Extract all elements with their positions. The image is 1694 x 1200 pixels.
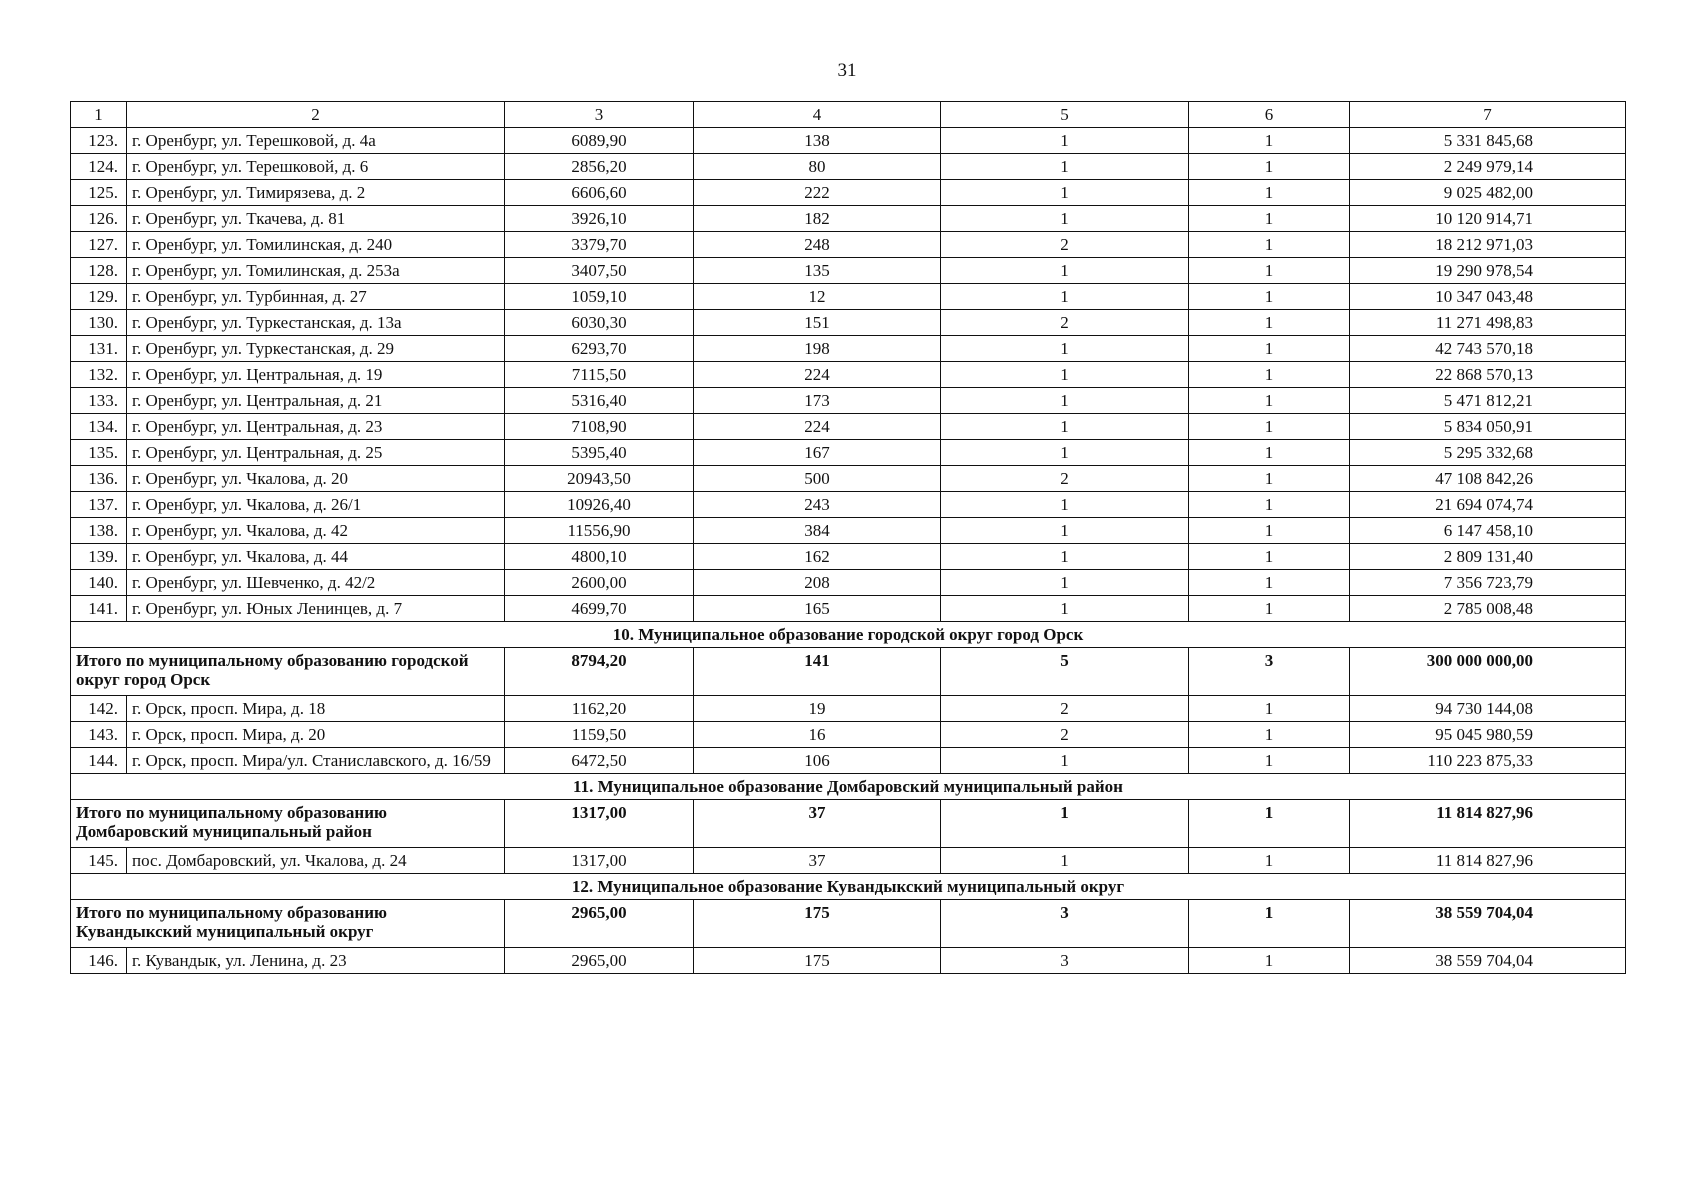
address-cell: г. Оренбург, ул. Чкалова, д. 26/1 <box>127 492 505 518</box>
table-row <box>71 440 1626 466</box>
row-number: 139. <box>71 544 127 570</box>
value-cell: 1 <box>1189 748 1350 774</box>
value-cell: 1317,00 <box>505 848 694 874</box>
value-cell: 224 <box>694 414 941 440</box>
amount-cell: 22 868 570,13 <box>1350 362 1626 388</box>
table-row <box>71 596 1626 622</box>
value-cell: 1162,20 <box>505 696 694 722</box>
table-row <box>71 748 1626 774</box>
value-cell: 11556,90 <box>505 518 694 544</box>
row-number: 130. <box>71 310 127 336</box>
address-cell: пос. Домбаровский, ул. Чкалова, д. 24 <box>127 848 505 874</box>
value-cell: 6089,90 <box>505 128 694 154</box>
row-number: 132. <box>71 362 127 388</box>
value-cell: 1 <box>1189 284 1350 310</box>
address-cell: г. Оренбург, ул. Томилинская, д. 240 <box>127 232 505 258</box>
value-cell: 138 <box>694 128 941 154</box>
value-cell: 1 <box>1189 388 1350 414</box>
value-cell: 4800,10 <box>505 544 694 570</box>
value-cell: 1 <box>1189 570 1350 596</box>
value-cell: 37 <box>694 848 941 874</box>
value-cell: 1 <box>1189 180 1350 206</box>
row-number: 142. <box>71 696 127 722</box>
address-cell: г. Оренбург, ул. Ткачева, д. 81 <box>127 206 505 232</box>
value-cell: 1 <box>941 206 1189 232</box>
value-cell: 2965,00 <box>505 948 694 974</box>
address-cell: г. Оренбург, ул. Тимирязева, д. 2 <box>127 180 505 206</box>
value-cell: 2600,00 <box>505 570 694 596</box>
row-number: 128. <box>71 258 127 284</box>
address-cell: г. Оренбург, ул. Чкалова, д. 20 <box>127 466 505 492</box>
value-cell: 1 <box>941 570 1189 596</box>
value-cell: 3926,10 <box>505 206 694 232</box>
value-cell: 1 <box>941 848 1189 874</box>
value-cell: 20943,50 <box>505 466 694 492</box>
value-cell: 182 <box>694 206 941 232</box>
total-value: 175 <box>694 900 941 948</box>
table-row <box>71 722 1626 748</box>
value-cell: 151 <box>694 310 941 336</box>
total-value: 3 <box>941 900 1189 948</box>
section-heading-row <box>71 874 1626 900</box>
value-cell: 224 <box>694 362 941 388</box>
value-cell: 19 <box>694 696 941 722</box>
value-cell: 222 <box>694 180 941 206</box>
table-row <box>71 544 1626 570</box>
value-cell: 5395,40 <box>505 440 694 466</box>
row-number: 141. <box>71 596 127 622</box>
row-number: 146. <box>71 948 127 974</box>
section-heading: 10. Муниципальное образование городской округ город Орск <box>71 622 1626 648</box>
total-value: 1 <box>941 800 1189 848</box>
value-cell: 1 <box>941 258 1189 284</box>
amount-cell: 5 295 332,68 <box>1350 440 1626 466</box>
table-row <box>71 232 1626 258</box>
row-number: 129. <box>71 284 127 310</box>
value-cell: 248 <box>694 232 941 258</box>
table-row <box>71 492 1626 518</box>
address-cell: г. Оренбург, ул. Туркестанская, д. 13а <box>127 310 505 336</box>
total-value: 1317,00 <box>505 800 694 848</box>
address-cell: г. Оренбург, ул. Центральная, д. 23 <box>127 414 505 440</box>
row-number: 123. <box>71 128 127 154</box>
amount-cell: 110 223 875,33 <box>1350 748 1626 774</box>
value-cell: 1 <box>1189 154 1350 180</box>
value-cell: 1 <box>1189 492 1350 518</box>
value-cell: 1 <box>941 154 1189 180</box>
address-cell: г. Оренбург, ул. Томилинская, д. 253а <box>127 258 505 284</box>
housing-register-table <box>70 101 1626 974</box>
total-label: Итого по муниципальному образованию городской округ город Орск <box>71 648 505 696</box>
amount-cell: 19 290 978,54 <box>1350 258 1626 284</box>
row-number: 124. <box>71 154 127 180</box>
table-row <box>71 336 1626 362</box>
value-cell: 2 <box>941 722 1189 748</box>
row-number: 126. <box>71 206 127 232</box>
amount-cell: 38 559 704,04 <box>1350 948 1626 974</box>
value-cell: 2856,20 <box>505 154 694 180</box>
value-cell: 6606,60 <box>505 180 694 206</box>
table-row <box>71 362 1626 388</box>
value-cell: 384 <box>694 518 941 544</box>
row-number: 138. <box>71 518 127 544</box>
row-number: 145. <box>71 848 127 874</box>
value-cell: 1 <box>941 180 1189 206</box>
section-total-row <box>71 800 1626 848</box>
value-cell: 1 <box>1189 518 1350 544</box>
total-label: Итого по муниципальному образованию Домбаровский муниципальный район <box>71 800 505 848</box>
column-header: 6 <box>1189 102 1350 128</box>
section-heading: 11. Муниципальное образование Домбаровский муниципальный район <box>71 774 1626 800</box>
value-cell: 1 <box>941 362 1189 388</box>
value-cell: 3 <box>941 948 1189 974</box>
value-cell: 1 <box>1189 362 1350 388</box>
amount-cell: 47 108 842,26 <box>1350 466 1626 492</box>
amount-cell: 11 814 827,96 <box>1350 848 1626 874</box>
table-row <box>71 180 1626 206</box>
value-cell: 1059,10 <box>505 284 694 310</box>
value-cell: 1 <box>1189 440 1350 466</box>
table-row <box>71 848 1626 874</box>
section-heading-row <box>71 622 1626 648</box>
table-row <box>71 258 1626 284</box>
table-row <box>71 206 1626 232</box>
address-cell: г. Оренбург, ул. Центральная, д. 21 <box>127 388 505 414</box>
amount-cell: 2 249 979,14 <box>1350 154 1626 180</box>
row-number: 135. <box>71 440 127 466</box>
address-cell: г. Оренбург, ул. Терешковой, д. 4а <box>127 128 505 154</box>
value-cell: 1 <box>1189 848 1350 874</box>
value-cell: 208 <box>694 570 941 596</box>
value-cell: 165 <box>694 596 941 622</box>
amount-cell: 42 743 570,18 <box>1350 336 1626 362</box>
value-cell: 173 <box>694 388 941 414</box>
total-amount: 11 814 827,96 <box>1350 800 1626 848</box>
value-cell: 7108,90 <box>505 414 694 440</box>
table-row <box>71 414 1626 440</box>
row-number: 131. <box>71 336 127 362</box>
total-value: 37 <box>694 800 941 848</box>
table-row <box>71 284 1626 310</box>
table-row <box>71 948 1626 974</box>
table-row <box>71 570 1626 596</box>
amount-cell: 10 120 914,71 <box>1350 206 1626 232</box>
total-value: 8794,20 <box>505 648 694 696</box>
amount-cell: 5 834 050,91 <box>1350 414 1626 440</box>
section-total-row <box>71 648 1626 696</box>
address-cell: г. Оренбург, ул. Шевченко, д. 42/2 <box>127 570 505 596</box>
value-cell: 1 <box>941 544 1189 570</box>
value-cell: 1 <box>1189 128 1350 154</box>
address-cell: г. Орск, просп. Мира, д. 18 <box>127 696 505 722</box>
value-cell: 6030,30 <box>505 310 694 336</box>
value-cell: 7115,50 <box>505 362 694 388</box>
section-heading: 12. Муниципальное образование Кувандыкский муниципальный округ <box>71 874 1626 900</box>
table-row <box>71 466 1626 492</box>
value-cell: 106 <box>694 748 941 774</box>
column-header: 1 <box>71 102 127 128</box>
row-number: 144. <box>71 748 127 774</box>
value-cell: 1 <box>941 284 1189 310</box>
value-cell: 1 <box>941 414 1189 440</box>
amount-cell: 9 025 482,00 <box>1350 180 1626 206</box>
value-cell: 12 <box>694 284 941 310</box>
value-cell: 1 <box>941 748 1189 774</box>
address-cell: г. Оренбург, ул. Чкалова, д. 44 <box>127 544 505 570</box>
amount-cell: 94 730 144,08 <box>1350 696 1626 722</box>
value-cell: 1 <box>1189 232 1350 258</box>
amount-cell: 7 356 723,79 <box>1350 570 1626 596</box>
address-cell: г. Оренбург, ул. Терешковой, д. 6 <box>127 154 505 180</box>
address-cell: г. Орск, просп. Мира, д. 20 <box>127 722 505 748</box>
value-cell: 1 <box>1189 596 1350 622</box>
value-cell: 1 <box>1189 258 1350 284</box>
amount-cell: 21 694 074,74 <box>1350 492 1626 518</box>
value-cell: 2 <box>941 466 1189 492</box>
row-number: 136. <box>71 466 127 492</box>
amount-cell: 18 212 971,03 <box>1350 232 1626 258</box>
table-body <box>71 102 1626 974</box>
total-value: 3 <box>1189 648 1350 696</box>
address-cell: г. Оренбург, ул. Центральная, д. 19 <box>127 362 505 388</box>
value-cell: 1 <box>1189 414 1350 440</box>
row-number: 143. <box>71 722 127 748</box>
address-cell: г. Кувандык, ул. Ленина, д. 23 <box>127 948 505 974</box>
value-cell: 1 <box>1189 466 1350 492</box>
value-cell: 2 <box>941 232 1189 258</box>
total-value: 1 <box>1189 900 1350 948</box>
value-cell: 3407,50 <box>505 258 694 284</box>
table-row <box>71 388 1626 414</box>
table-row <box>71 518 1626 544</box>
value-cell: 16 <box>694 722 941 748</box>
address-cell: г. Оренбург, ул. Турбинная, д. 27 <box>127 284 505 310</box>
value-cell: 1 <box>1189 206 1350 232</box>
table-row <box>71 696 1626 722</box>
address-cell: г. Орск, просп. Мира/ул. Станиславского, д. 16/59 <box>127 748 505 774</box>
value-cell: 167 <box>694 440 941 466</box>
address-cell: г. Оренбург, ул. Центральная, д. 25 <box>127 440 505 466</box>
value-cell: 6293,70 <box>505 336 694 362</box>
total-value: 2965,00 <box>505 900 694 948</box>
value-cell: 1 <box>1189 544 1350 570</box>
amount-cell: 2 785 008,48 <box>1350 596 1626 622</box>
total-value: 5 <box>941 648 1189 696</box>
table-row <box>71 154 1626 180</box>
address-cell: г. Оренбург, ул. Туркестанская, д. 29 <box>127 336 505 362</box>
value-cell: 10926,40 <box>505 492 694 518</box>
column-header: 7 <box>1350 102 1626 128</box>
total-amount: 38 559 704,04 <box>1350 900 1626 948</box>
row-number: 127. <box>71 232 127 258</box>
value-cell: 1159,50 <box>505 722 694 748</box>
column-header: 3 <box>505 102 694 128</box>
page-number: 31 <box>837 60 857 81</box>
value-cell: 135 <box>694 258 941 284</box>
value-cell: 1 <box>941 128 1189 154</box>
table-row <box>71 310 1626 336</box>
value-cell: 1 <box>941 492 1189 518</box>
section-heading-row <box>71 774 1626 800</box>
value-cell: 175 <box>694 948 941 974</box>
value-cell: 1 <box>941 440 1189 466</box>
total-value: 141 <box>694 648 941 696</box>
amount-cell: 10 347 043,48 <box>1350 284 1626 310</box>
total-value: 1 <box>1189 800 1350 848</box>
row-number: 134. <box>71 414 127 440</box>
column-header: 4 <box>694 102 941 128</box>
address-cell: г. Оренбург, ул. Юных Ленинцев, д. 7 <box>127 596 505 622</box>
value-cell: 500 <box>694 466 941 492</box>
amount-cell: 2 809 131,40 <box>1350 544 1626 570</box>
row-number: 140. <box>71 570 127 596</box>
value-cell: 5316,40 <box>505 388 694 414</box>
value-cell: 1 <box>941 596 1189 622</box>
row-number: 133. <box>71 388 127 414</box>
row-number: 137. <box>71 492 127 518</box>
value-cell: 243 <box>694 492 941 518</box>
total-label: Итого по муниципальному образованию Кувандыкский муниципальный округ <box>71 900 505 948</box>
column-header: 5 <box>941 102 1189 128</box>
amount-cell: 5 471 812,21 <box>1350 388 1626 414</box>
column-number-header-row <box>71 102 1626 128</box>
value-cell: 80 <box>694 154 941 180</box>
table-row <box>71 128 1626 154</box>
value-cell: 1 <box>941 336 1189 362</box>
value-cell: 4699,70 <box>505 596 694 622</box>
value-cell: 1 <box>941 518 1189 544</box>
value-cell: 2 <box>941 696 1189 722</box>
amount-cell: 5 331 845,68 <box>1350 128 1626 154</box>
section-total-row <box>71 900 1626 948</box>
value-cell: 2 <box>941 310 1189 336</box>
total-amount: 300 000 000,00 <box>1350 648 1626 696</box>
value-cell: 3379,70 <box>505 232 694 258</box>
value-cell: 1 <box>1189 696 1350 722</box>
address-cell: г. Оренбург, ул. Чкалова, д. 42 <box>127 518 505 544</box>
column-header: 2 <box>127 102 505 128</box>
value-cell: 1 <box>1189 310 1350 336</box>
row-number: 125. <box>71 180 127 206</box>
amount-cell: 11 271 498,83 <box>1350 310 1626 336</box>
value-cell: 1 <box>1189 722 1350 748</box>
amount-cell: 95 045 980,59 <box>1350 722 1626 748</box>
value-cell: 1 <box>1189 336 1350 362</box>
value-cell: 198 <box>694 336 941 362</box>
amount-cell: 6 147 458,10 <box>1350 518 1626 544</box>
value-cell: 162 <box>694 544 941 570</box>
value-cell: 1 <box>1189 948 1350 974</box>
value-cell: 6472,50 <box>505 748 694 774</box>
value-cell: 1 <box>941 388 1189 414</box>
